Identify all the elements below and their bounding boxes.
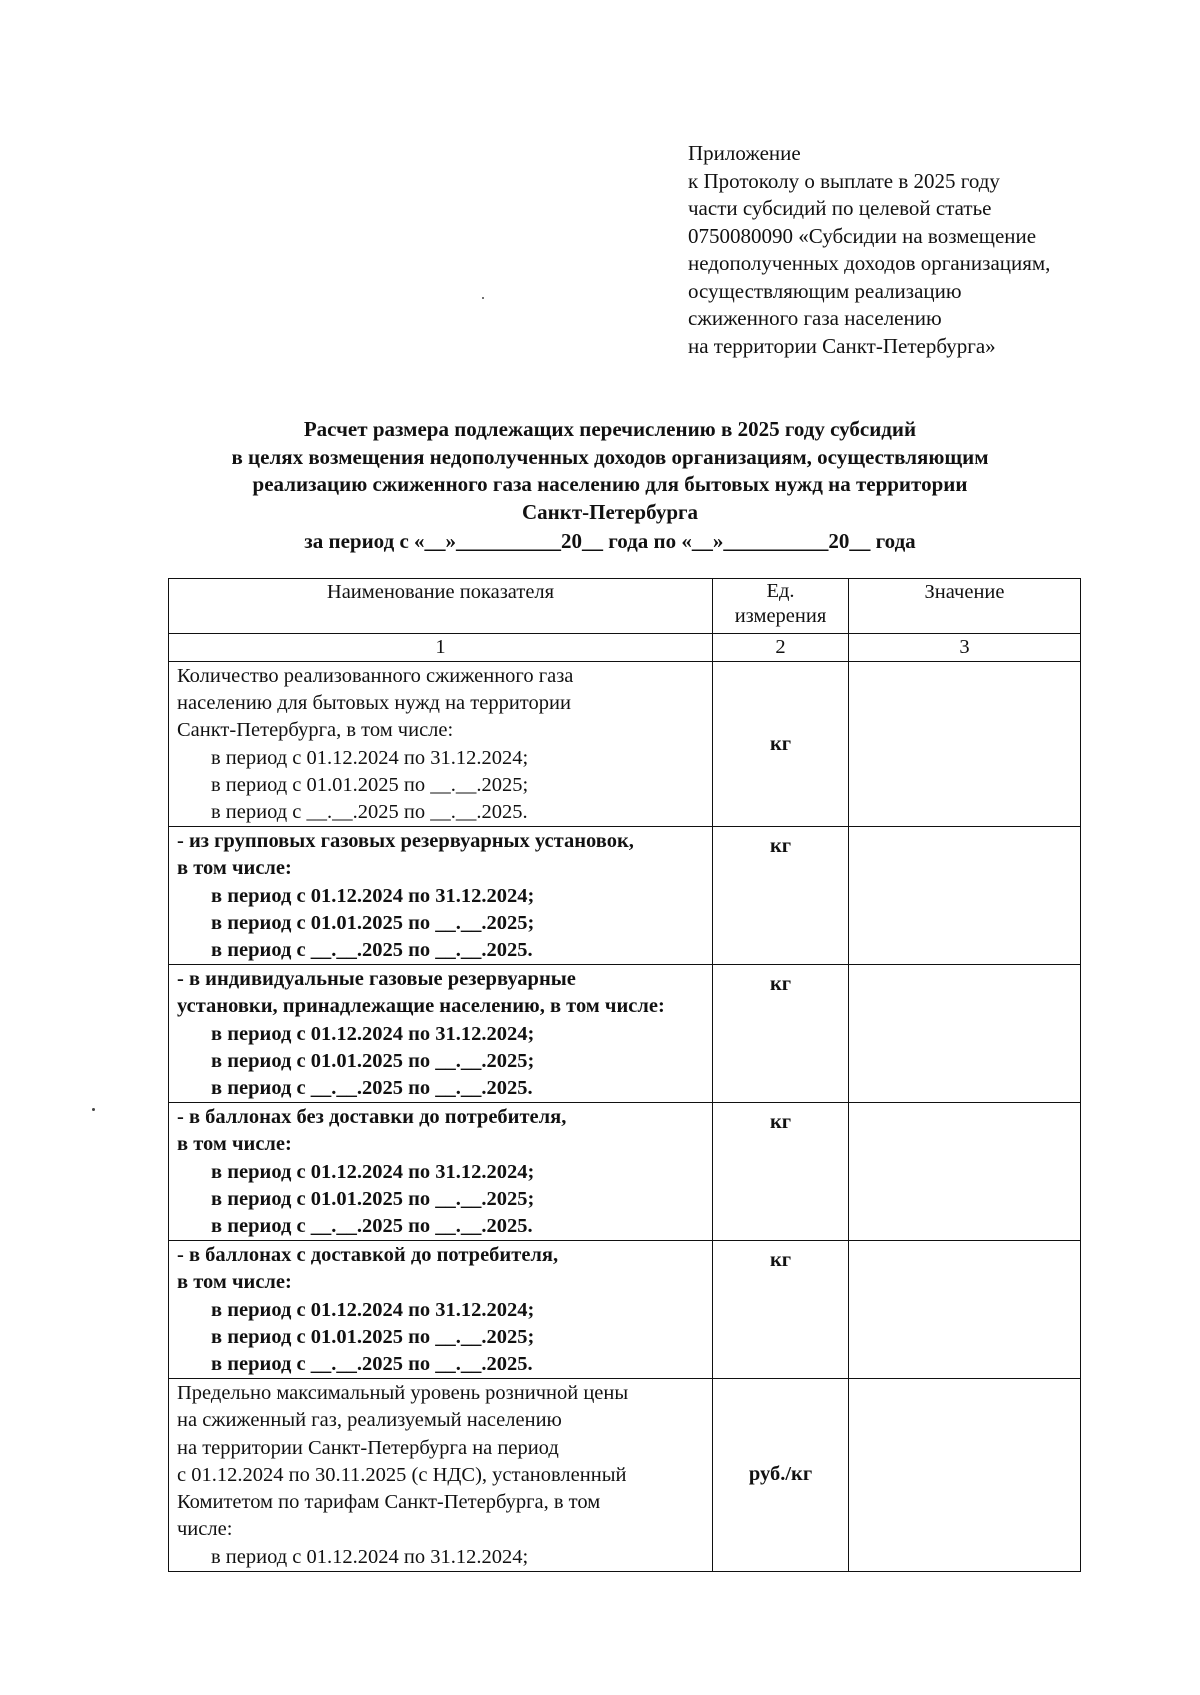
period-line: в период с __.__.2025 по __.__.2025. — [211, 1353, 533, 1376]
period-line: в период с 01.01.2025 по __.__.2025; — [211, 1325, 535, 1348]
annex-line: сжиженного газа населению — [688, 306, 942, 330]
calculation-table — [168, 578, 1081, 1572]
scan-speck — [92, 1108, 95, 1111]
unit-cell: кг — [713, 827, 849, 965]
period-line: в период с 01.12.2024 по 31.12.2024; — [211, 1022, 535, 1045]
unit-cell: кг — [713, 1103, 849, 1241]
table-row — [169, 662, 1081, 827]
table-row — [169, 1379, 1081, 1571]
period-line: в период с __.__.2025 по __.__.2025. — [211, 1077, 533, 1100]
indicator-line: Санкт-Петербурга, в том числе: — [177, 719, 454, 742]
annex-line: к Протоколу о выплате в 2025 году — [688, 168, 1000, 193]
value-cell — [849, 965, 1081, 1103]
title-line: Расчет размера подлежащих перечислению в 2025 году субсидий — [303, 417, 917, 441]
indicator-cell — [169, 827, 713, 965]
period-line: в период с __.__.2025 по __.__.2025. — [211, 801, 528, 824]
indicator-line: - в индивидуальные газовые резервуарные — [177, 968, 576, 991]
annex-line: части субсидий по целевой статье — [688, 196, 992, 220]
indicator-cell — [169, 662, 713, 827]
period-line: в период с 01.12.2024 по 31.12.2024; — [211, 746, 529, 769]
header-unit-line1: Ед. — [766, 580, 795, 602]
indicator-line: числе: — [177, 1518, 233, 1541]
header-indicator-name: Наименование показателя — [169, 579, 713, 634]
indicator-line: Комитетом по тарифам Санкт-Петербурга, в том — [177, 1491, 601, 1514]
indicator-line: на территории Санкт-Петербурга на период — [177, 1436, 559, 1459]
indicator-line: - в баллонах без доставки до потребителя, — [177, 1106, 567, 1129]
column-number: 1 — [169, 634, 713, 662]
header-value: Значение — [849, 579, 1081, 634]
value-cell — [849, 1103, 1081, 1241]
annex-line: на территории Санкт-Петербурга» — [688, 333, 996, 358]
annex-line: 0750080090 «Субсидии на возмещение — [688, 223, 1037, 248]
column-number-row — [169, 634, 1081, 662]
period-line: в период с 01.01.2025 по __.__.2025; — [211, 1187, 535, 1210]
unit-cell: кг — [713, 1241, 849, 1379]
period-line: в период с 01.01.2025 по __.__.2025; — [211, 911, 535, 934]
unit-cell: руб./кг — [713, 1379, 849, 1571]
period-line: в период с __.__.2025 по __.__.2025. — [211, 939, 533, 962]
column-number: 2 — [713, 634, 849, 662]
indicator-line: Предельно максимальный уровень розничной цены — [177, 1382, 629, 1405]
period-line: в период с 01.12.2024 по 31.12.2024; — [211, 884, 535, 907]
annex-line: осуществляющим реализацию — [688, 278, 962, 303]
annex-line: недополученных доходов организациям, — [688, 251, 1051, 275]
indicator-cell — [169, 965, 713, 1103]
title-period: за период с «__»__________20__ года по «__»__________20__ года — [304, 529, 916, 553]
indicator-line: на сжиженный газ, реализуемый населению — [177, 1409, 562, 1432]
title-line: в целях возмещения недополученных доходов организациям, осуществляющим — [231, 444, 989, 469]
indicator-cell — [169, 1103, 713, 1241]
period-line: в период с __.__.2025 по __.__.2025. — [211, 1215, 533, 1238]
period-line: в период с 01.12.2024 по 31.12.2024; — [211, 1298, 535, 1321]
indicator-line: - из групповых газовых резервуарных установок, — [177, 830, 634, 853]
indicator-line: с 01.12.2024 по 30.11.2025 (с НДС), установленный — [177, 1463, 627, 1486]
title-line: Санкт-Петербурга — [521, 499, 699, 524]
indicator-line: в том числе: — [177, 857, 292, 880]
period-line: в период с 01.01.2025 по __.__.2025; — [211, 773, 529, 796]
value-cell — [849, 662, 1081, 827]
period-line: в период с 01.12.2024 по 31.12.2024; — [211, 1545, 529, 1568]
table-row — [169, 965, 1081, 1103]
indicator-line: в том числе: — [177, 1133, 292, 1156]
unit-cell: кг — [713, 965, 849, 1103]
header-unit-line2: измерения — [734, 605, 827, 627]
header-unit — [713, 579, 849, 634]
value-cell — [849, 1241, 1081, 1379]
indicator-line: Количество реализованного сжиженного газа — [177, 665, 574, 687]
table-row — [169, 1103, 1081, 1241]
annex-block — [688, 140, 1128, 360]
indicator-line: - в баллонах с доставкой до потребителя, — [177, 1244, 559, 1267]
table-header-row — [169, 579, 1081, 634]
indicator-cell — [169, 1241, 713, 1379]
period-line: в период с 01.12.2024 по 31.12.2024; — [211, 1160, 535, 1183]
value-cell — [849, 1379, 1081, 1571]
scan-speck — [482, 297, 484, 299]
indicator-line: установки, принадлежащие населению, в том числе: — [177, 995, 665, 1018]
annex-line: Приложение — [688, 141, 801, 165]
indicator-line: в том числе: — [177, 1271, 292, 1294]
indicator-cell — [169, 1379, 713, 1571]
period-line: в период с 01.01.2025 по __.__.2025; — [211, 1049, 535, 1072]
table-row — [169, 1241, 1081, 1379]
title-line: реализацию сжиженного газа населению для бытовых нужд на территории — [252, 472, 968, 496]
document-title — [150, 416, 1070, 556]
value-cell — [849, 827, 1081, 965]
indicator-line: населению для бытовых нужд на территории — [177, 692, 571, 715]
column-number: 3 — [849, 634, 1081, 662]
table-row — [169, 827, 1081, 965]
unit-cell: кг — [713, 662, 849, 827]
